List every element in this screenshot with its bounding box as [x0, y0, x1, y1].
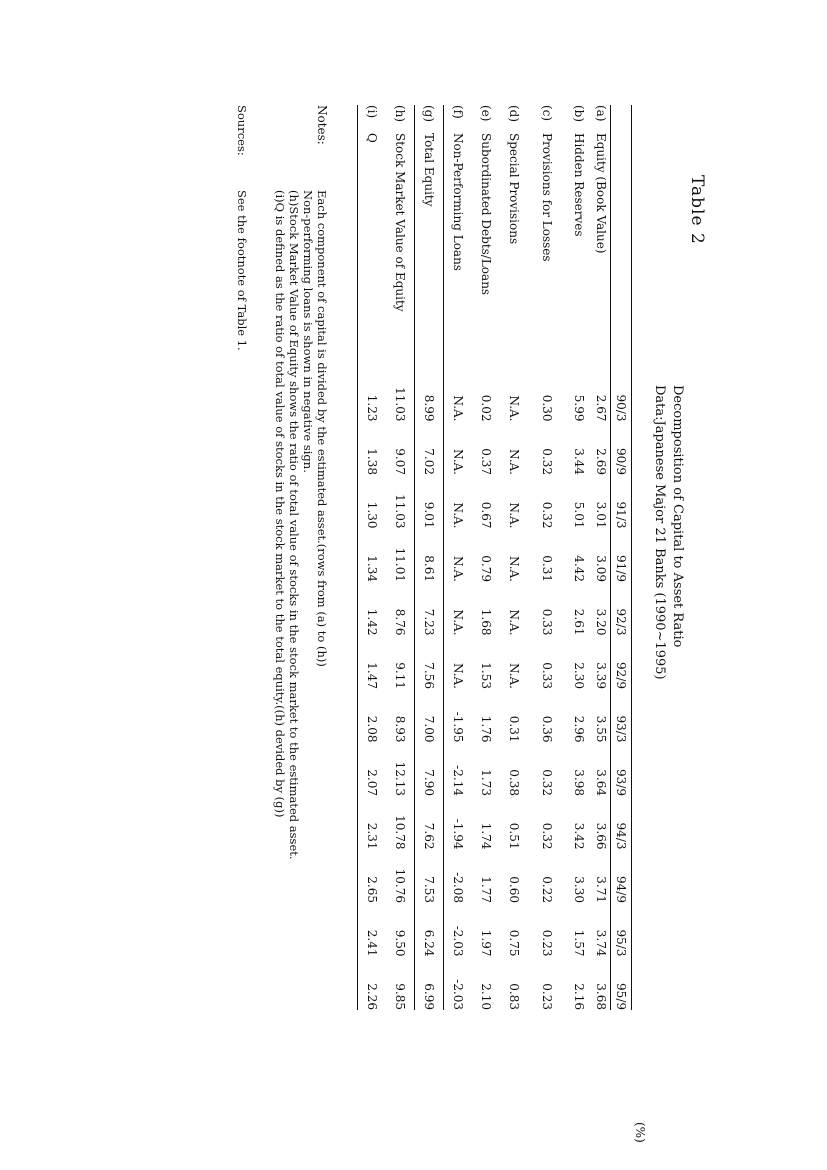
column-header: 92/9 [611, 636, 632, 690]
table-cell: 2.61 [572, 608, 586, 636]
table-cell: N.A. [451, 395, 465, 422]
table-cell: 1.42 [358, 582, 387, 636]
row-label: (f) [451, 105, 465, 119]
table-cell: 2.30 [572, 662, 586, 689]
table-cell: 3.09 [594, 555, 608, 582]
table-cell: 1.68 [479, 608, 493, 636]
row-name: Equity (Book Value) [594, 133, 608, 254]
row-name: Stock Market Value of Equity [386, 133, 415, 368]
table-cell: 1.77 [479, 876, 493, 903]
table-row [358, 105, 387, 1010]
header-row [611, 105, 632, 1010]
notes-label: Notes: [315, 105, 329, 145]
row-label: (b) [572, 105, 586, 123]
column-header: 92/3 [611, 582, 632, 636]
table-cell: 0.32 [540, 769, 554, 796]
table-cell: N.A. [451, 502, 465, 529]
table-cell: 2.65 [358, 850, 387, 904]
table-cell: 3.42 [572, 822, 586, 850]
table-cell: -2.08 [451, 872, 465, 903]
table-cell: 2.41 [358, 903, 387, 957]
row-name: Non-Performing Loans [451, 133, 465, 271]
table-cell: 3.01 [594, 501, 608, 529]
table-cell: 7.23 [415, 582, 444, 636]
table-cell: N.A. [507, 448, 521, 475]
table-row [472, 105, 500, 1010]
table-cell: 3.66 [594, 822, 608, 850]
table-cell: 2.08 [358, 689, 387, 743]
table-cell: -2.03 [451, 925, 465, 957]
table-cell: 0.32 [540, 822, 554, 850]
table-cell: N.A. [451, 555, 465, 582]
note-4: (i)Q is defined as the ratio of total value of stocks in the stock market to the total equity.((h) devided by (g)) [273, 190, 287, 818]
table-cell: 0.31 [540, 555, 554, 582]
row-name: Subordinated Debts/Loans [479, 133, 493, 296]
row-label: (d) [507, 105, 521, 123]
table-cell: 0.67 [479, 501, 493, 529]
table-cell: 11.03 [386, 368, 415, 422]
table-cell: 2.07 [358, 743, 387, 797]
table-cell: 5.99 [572, 394, 586, 422]
table-cell: 3.55 [594, 715, 608, 743]
table-cell: 9.85 [386, 957, 415, 1011]
table-cell: 2.67 [594, 394, 608, 422]
table-row [500, 105, 528, 1010]
table-title: Decomposition of Capital to Asset Ratio [670, 385, 685, 648]
table-cell: 2.26 [358, 957, 387, 1011]
table-cell: 0.30 [540, 394, 554, 422]
table-cell: 1.74 [479, 822, 493, 850]
table-cell: 0.23 [540, 929, 554, 957]
row-name: Total Equity [415, 133, 444, 368]
table-cell: 0.02 [479, 394, 493, 422]
table-cell: 6.99 [415, 957, 444, 1011]
column-header: 90/3 [611, 368, 632, 422]
column-header: 90/9 [611, 422, 632, 476]
note-2: Non-performing loans is shown in negative sign. [301, 190, 315, 473]
table-cell: -2.14 [451, 765, 465, 796]
table-row [444, 105, 473, 1010]
column-header: 94/9 [611, 850, 632, 904]
table-cell: 7.62 [415, 796, 444, 850]
table-cell: 7.90 [415, 743, 444, 797]
table-cell: 0.33 [540, 662, 554, 689]
unit-label: (%) [633, 1122, 647, 1143]
table-cell: N.A. [507, 609, 521, 636]
table-cell: 1.97 [479, 929, 493, 957]
table-cell: 0.75 [507, 929, 521, 957]
table-cell: 9.01 [415, 475, 444, 529]
table-cell: N.A. [507, 662, 521, 689]
table-cell: 1.53 [479, 662, 493, 689]
sources-label: Sources: [235, 105, 249, 156]
table-cell: 2.96 [572, 715, 586, 743]
table-cell: 10.76 [386, 850, 415, 904]
header-blank [611, 105, 632, 133]
table-cell: 12.13 [386, 743, 415, 797]
table-row [592, 105, 611, 1010]
sources-text: See the footnote of Table 1. [235, 190, 249, 351]
header-blank [611, 133, 632, 368]
table-cell: 11.01 [386, 529, 415, 583]
table-cell: N.A. [451, 448, 465, 475]
row-name: Special Provisions [507, 133, 521, 245]
table-row [528, 105, 566, 1010]
table-cell: 7.56 [415, 636, 444, 690]
table-cell: 0.60 [507, 876, 521, 903]
column-header: 95/3 [611, 903, 632, 957]
table-cell: 3.30 [572, 876, 586, 903]
table-cell: 0.37 [479, 448, 493, 475]
table-cell: 8.76 [386, 582, 415, 636]
table-cell: N.A. [451, 662, 465, 689]
table-cell: 1.76 [479, 715, 493, 743]
data-table [357, 105, 632, 1010]
table-cell: 0.51 [507, 822, 521, 850]
table-cell: 1.34 [358, 529, 387, 583]
row-label: (c) [540, 105, 554, 122]
table-cell: 3.71 [594, 876, 608, 903]
table-cell: 3.68 [594, 983, 608, 1010]
table-cell: 7.02 [415, 422, 444, 476]
column-header: 93/9 [611, 743, 632, 797]
table-cell: 3.44 [572, 448, 586, 475]
row-label: (a) [594, 105, 608, 122]
note-1: Each component of capital is divided by the estimated asset.(rows from (a) to (h)) [315, 190, 329, 667]
table-label: Table 2 [687, 175, 707, 245]
table-cell: N.A. [507, 502, 521, 529]
table-cell: 6.24 [415, 903, 444, 957]
table-cell: 2.10 [479, 983, 493, 1010]
table-cell: 0.38 [507, 769, 521, 796]
table-cell: 3.74 [594, 929, 608, 957]
row-label: (i) [358, 105, 387, 133]
note-3: (h)Stock Market Value of Equity shows the ratio of total value of stocks in the stock market to the estimated asset. [287, 190, 301, 860]
row-label: (g) [415, 105, 444, 133]
table-cell: 1.38 [358, 422, 387, 476]
table-cell: 4.42 [572, 555, 586, 582]
table-cell: 0.33 [540, 608, 554, 636]
table-cell: 0.32 [540, 448, 554, 475]
table-cell: 0.22 [540, 876, 554, 903]
column-header: 95/9 [611, 957, 632, 1011]
table-cell: 0.83 [507, 983, 521, 1010]
table-cell: 5.01 [572, 501, 586, 529]
table-cell: 0.32 [540, 501, 554, 529]
table-cell: 10.78 [386, 796, 415, 850]
table-cell: 9.11 [386, 636, 415, 690]
table-cell: -1.95 [451, 711, 465, 743]
table-body [358, 105, 611, 1010]
table-cell: 0.23 [540, 983, 554, 1010]
table-cell: 1.57 [572, 929, 586, 957]
table-cell: 2.69 [594, 448, 608, 475]
table-row [415, 105, 444, 1010]
table-cell: 9.50 [386, 903, 415, 957]
table-cell: 11.03 [386, 475, 415, 529]
table-cell: 9.07 [386, 422, 415, 476]
table-row [386, 105, 415, 1010]
row-name: Provisions for Losses [540, 133, 554, 262]
row-name: Q [358, 133, 387, 368]
table-cell: N.A. [507, 555, 521, 582]
table-cell: -2.03 [451, 979, 465, 1010]
table-row [566, 105, 592, 1010]
table-cell: 3.64 [594, 769, 608, 796]
row-name: Hidden Reserves [572, 133, 586, 237]
table-cell: 7.00 [415, 689, 444, 743]
table-cell: 8.93 [386, 689, 415, 743]
table-cell: 1.30 [358, 475, 387, 529]
table-cell: 8.61 [415, 529, 444, 583]
table-cell: 1.47 [358, 636, 387, 690]
column-header: 94/3 [611, 796, 632, 850]
table-cell: 1.73 [479, 769, 493, 796]
column-header: 91/3 [611, 475, 632, 529]
table-cell: -1.94 [451, 818, 465, 850]
table-cell: N.A. [507, 395, 521, 422]
row-label: (e) [479, 105, 493, 122]
column-header: 93/3 [611, 689, 632, 743]
table-cell: 0.31 [507, 715, 521, 743]
table-cell: 7.53 [415, 850, 444, 904]
table-subtitle: Data:Japanese Major 21 Banks (1990~1995) [652, 385, 667, 680]
table-cell: 2.16 [572, 983, 586, 1010]
table-cell: 0.79 [479, 555, 493, 582]
table-cell: 3.98 [572, 769, 586, 796]
table-cell: 3.20 [594, 608, 608, 636]
row-label: (h) [386, 105, 415, 133]
table-cell: N.A. [451, 609, 465, 636]
table-cell: 8.99 [415, 368, 444, 422]
table-cell: 2.31 [358, 796, 387, 850]
table-cell: 0.36 [540, 715, 554, 743]
table-cell: 1.23 [358, 368, 387, 422]
column-header: 91/9 [611, 529, 632, 583]
table-cell: 3.39 [594, 662, 608, 689]
